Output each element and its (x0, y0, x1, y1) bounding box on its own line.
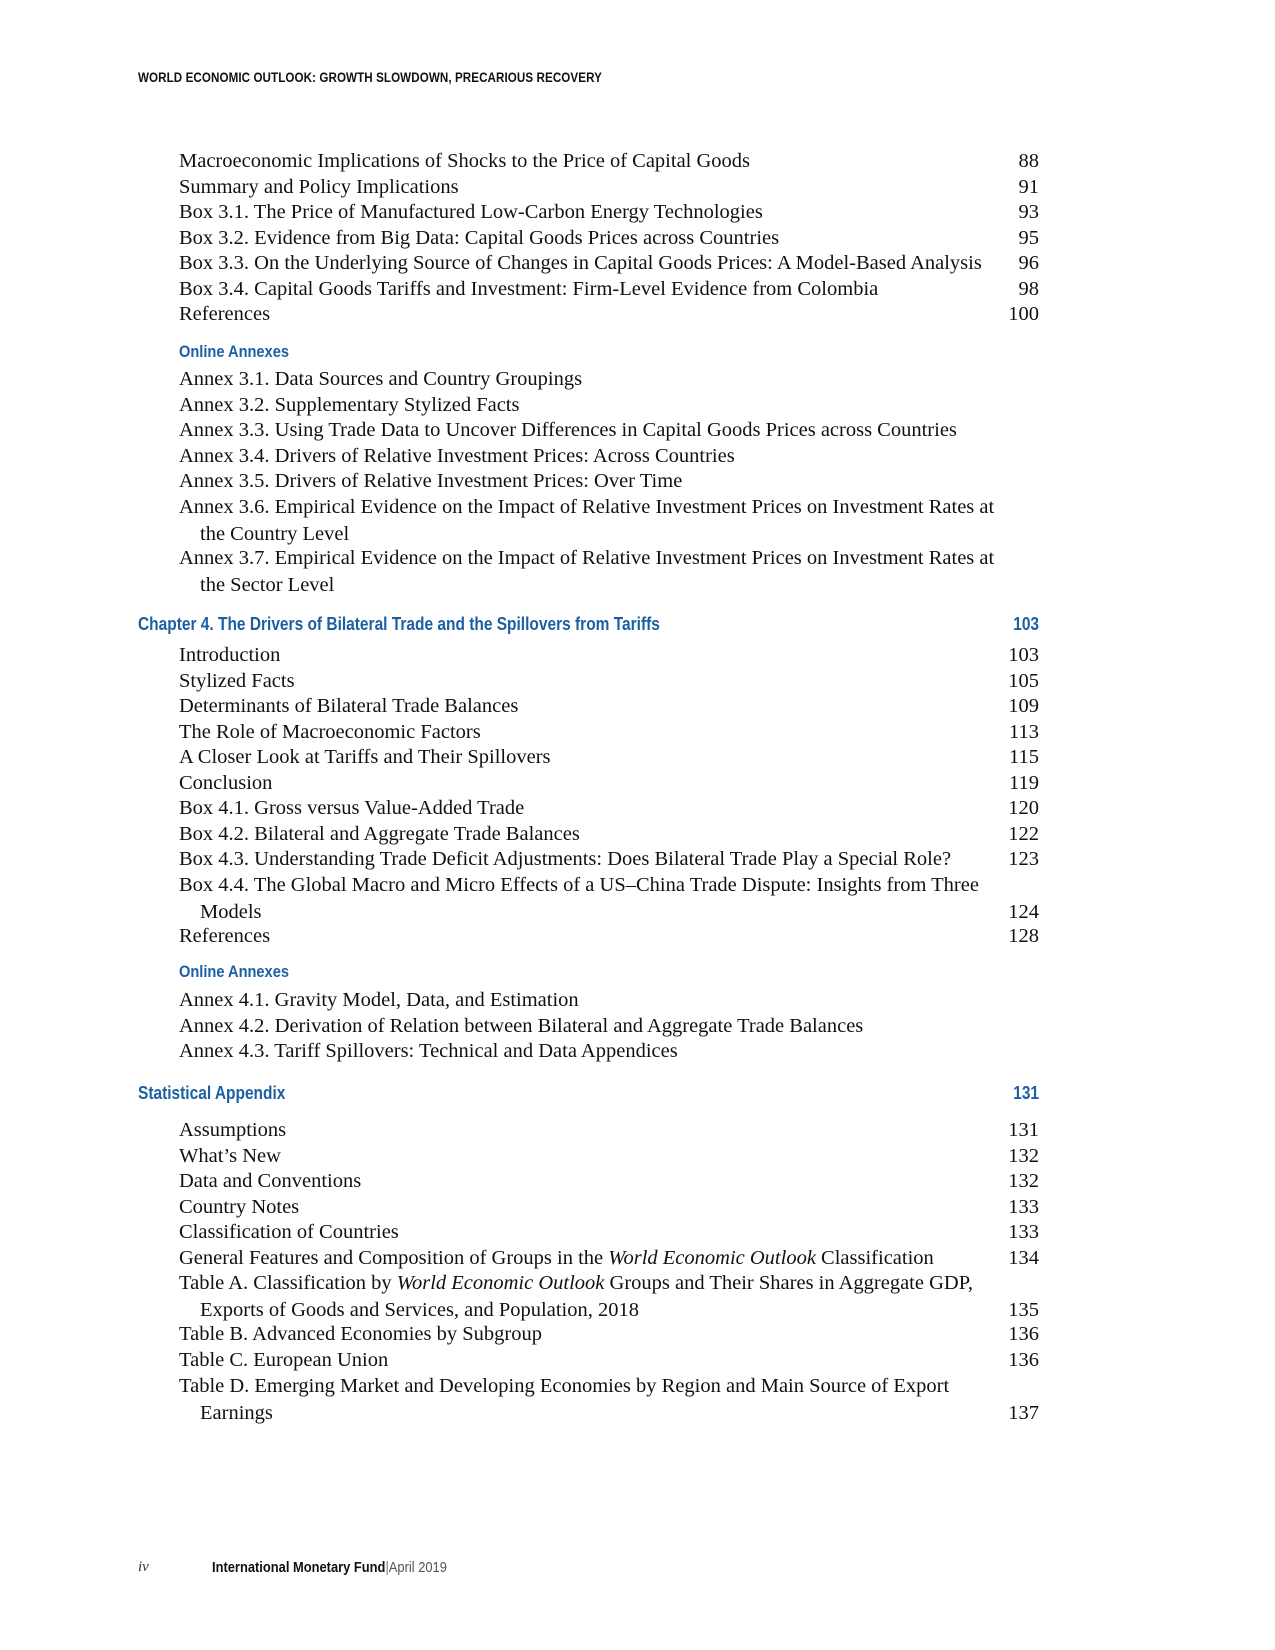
toc-entry[interactable] (179, 301, 1039, 328)
toc-entry-title: A Closer Look at Tariffs and Their Spillovers (179, 746, 551, 768)
annex-title: Annex 4.2. Derivation of Relation between Bilateral and Aggregate Trade Balances (179, 1015, 864, 1037)
toc-entry-page: 132 (1008, 1170, 1039, 1192)
toc-entry-page: 136 (1008, 1349, 1039, 1371)
toc-entry[interactable] (179, 250, 1039, 277)
toc-entry-title: Determinants of Bilateral Trade Balances (179, 695, 519, 717)
toc-entry-title: Box 4.4. The Global Macro and Micro Effects of a US–China Trade Dispute: Insights from Three Models (179, 874, 979, 923)
page-footer (138, 1559, 638, 1581)
publisher-line (212, 1559, 447, 1576)
toc-entry[interactable] (179, 846, 1039, 873)
toc-entry-page: 134 (1008, 1247, 1039, 1269)
chapter-title: Statistical Appendix (138, 1083, 286, 1103)
toc-entry[interactable] (179, 1219, 1039, 1246)
annex-entry[interactable] (179, 392, 1039, 419)
toc-entry-page: 124 (1008, 900, 1039, 923)
toc-entry[interactable] (179, 199, 1039, 226)
toc-entry-page: 120 (1008, 797, 1039, 819)
online-annexes-heading: Online Annexes (179, 342, 289, 361)
toc-entry-title: References (179, 925, 271, 947)
toc-entry-page: 128 (1008, 925, 1039, 947)
toc-entry-page: 105 (1008, 670, 1039, 692)
toc-entry[interactable] (179, 1373, 1039, 1426)
toc-entry-title: Classification of Countries (179, 1221, 399, 1243)
title-italic-part: World Economic Outlook (608, 1247, 816, 1269)
toc-entry-page: 115 (1009, 746, 1039, 768)
online-annexes-heading: Online Annexes (179, 962, 289, 981)
annex-title: Annex 3.1. Data Sources and Country Groupings (179, 368, 583, 390)
title-italic-part: World Economic Outlook (396, 1272, 605, 1294)
toc-entry-page: 95 (1018, 227, 1039, 249)
toc-entry-page: 131 (1008, 1119, 1039, 1141)
annex-title: Annex 4.3. Tariff Spillovers: Technical and Data Appendices (179, 1040, 678, 1062)
toc-entry[interactable] (179, 148, 1039, 175)
toc-entry[interactable] (179, 770, 1039, 797)
toc-entry-title: Summary and Policy Implications (179, 176, 459, 198)
toc-entry-page: 137 (1008, 1401, 1039, 1424)
annex-entry[interactable] (179, 1013, 1039, 1040)
toc-entry[interactable] (179, 668, 1039, 695)
toc-entry-title: Stylized Facts (179, 670, 295, 692)
toc-entry[interactable] (179, 693, 1039, 720)
toc-entry-page: 96 (1018, 252, 1039, 274)
toc-entry-title: Data and Conventions (179, 1170, 362, 1192)
toc-entry[interactable] (179, 1143, 1039, 1170)
toc-entry-title: Box 3.4. Capital Goods Tariffs and Investment: Firm-Level Evidence from Colombia (179, 278, 879, 300)
toc-entry[interactable] (179, 923, 1039, 950)
toc-entry[interactable] (179, 1194, 1039, 1221)
toc-entry-title: Conclusion (179, 772, 273, 794)
toc-entry-title (179, 1245, 979, 1272)
annex-title: Annex 3.4. Drivers of Relative Investment Prices: Across Countries (179, 445, 735, 467)
toc-entry-title: Box 4.2. Bilateral and Aggregate Trade Balances (179, 823, 580, 845)
publisher-name: International Monetary Fund (212, 1559, 386, 1576)
annex-entry[interactable] (179, 417, 1039, 444)
annex-entry[interactable] (179, 443, 1039, 470)
toc-entry-page: 136 (1008, 1323, 1039, 1345)
toc-entry[interactable] (179, 1245, 1039, 1272)
annex-entry[interactable] (179, 1038, 1039, 1065)
toc-entry-title: Assumptions (179, 1119, 287, 1141)
toc-entry[interactable] (179, 1168, 1039, 1195)
toc-entry-title: Table B. Advanced Economies by Subgroup (179, 1323, 542, 1345)
title-part: Classification (815, 1247, 934, 1269)
title-part: General Features and Composition of Groups in the (179, 1247, 609, 1269)
toc-entry[interactable] (179, 276, 1039, 303)
footer-separator: | (385, 1559, 389, 1576)
toc-entry-page: 98 (1018, 278, 1039, 300)
toc-entry[interactable] (179, 744, 1039, 771)
annex-title: Annex 3.3. Using Trade Data to Uncover Differences in Capital Goods Prices across Countries (179, 419, 957, 441)
toc-entry-title: Box 4.1. Gross versus Value-Added Trade (179, 797, 525, 819)
toc-entry-title: Introduction (179, 644, 281, 666)
annex-entry[interactable] (179, 494, 1039, 547)
toc-entry-page: 122 (1008, 823, 1039, 845)
toc-entry-title: Table C. European Union (179, 1349, 389, 1371)
toc-entry-title: Macroeconomic Implications of Shocks to the Price of Capital Goods (179, 150, 751, 172)
toc-entry-title: What’s New (179, 1145, 281, 1167)
toc-entry-page: 100 (1008, 303, 1039, 325)
toc-entry-page: 91 (1018, 176, 1039, 198)
toc-entry-title: References (179, 303, 271, 325)
toc-entry[interactable] (179, 821, 1039, 848)
title-part: Groups and Their Shares in Aggregate GDP, Exports of Goods and Services, and Population, 2018 (200, 1272, 973, 1321)
annex-title: Annex 3.6. Empirical Evidence on the Impact of Relative Investment Prices on Investment Rates at the Country Level (179, 496, 995, 545)
annex-entry[interactable] (179, 545, 1039, 598)
toc-entry-page: 93 (1018, 201, 1039, 223)
toc-entry[interactable] (179, 174, 1039, 201)
toc-entry[interactable] (179, 1270, 1039, 1323)
running-head: WORLD ECONOMIC OUTLOOK: GROWTH SLOWDOWN, PRECARIOUS RECOVERY (138, 70, 602, 85)
toc-entry-page: 103 (1008, 644, 1039, 666)
toc-entry[interactable] (179, 1321, 1039, 1348)
chapter-page: 103 (1013, 614, 1039, 634)
annex-title: Annex 3.2. Supplementary Stylized Facts (179, 394, 520, 416)
toc-entry-title: Country Notes (179, 1196, 300, 1218)
toc-entry[interactable] (179, 719, 1039, 746)
annex-entry[interactable] (179, 987, 1039, 1014)
page-folio: iv (138, 1559, 149, 1575)
toc-entry-page: 88 (1018, 150, 1039, 172)
toc-entry-page: 119 (1009, 772, 1039, 794)
toc-entry-title: Box 3.1. The Price of Manufactured Low-Carbon Energy Technologies (179, 201, 763, 223)
toc-entry-page: 133 (1008, 1221, 1039, 1243)
publication-date: April 2019 (388, 1559, 447, 1576)
toc-entry-page: 133 (1008, 1196, 1039, 1218)
toc-entry-title: Box 3.2. Evidence from Big Data: Capital Goods Prices across Countries (179, 227, 780, 249)
toc-entry-title: Box 3.3. On the Underlying Source of Changes in Capital Goods Prices: A Model-Based Analysis (179, 252, 982, 274)
annex-entry[interactable] (179, 468, 1039, 495)
toc-entry[interactable] (179, 225, 1039, 252)
toc-entry-page: 109 (1008, 695, 1039, 717)
chapter-heading[interactable] (138, 614, 1039, 638)
chapter-title: Chapter 4. The Drivers of Bilateral Trade and the Spillovers from Tariffs (138, 614, 660, 634)
toc-entry-title: The Role of Macroeconomic Factors (179, 721, 481, 743)
toc-entry-title: Box 4.3. Understanding Trade Deficit Adjustments: Does Bilateral Trade Play a Special Role? (179, 848, 952, 870)
title-part: Table A. Classification by (179, 1272, 397, 1294)
annex-entry[interactable] (179, 366, 1039, 393)
toc-entry-page: 135 (1008, 1298, 1039, 1321)
chapter-page: 131 (1013, 1083, 1039, 1103)
toc-entry[interactable] (179, 1347, 1039, 1374)
toc-entry[interactable] (179, 1117, 1039, 1144)
toc-entry-title: Table D. Emerging Market and Developing Economies by Region and Main Source of Export Earnings (179, 1375, 950, 1424)
toc-entry-page: 132 (1008, 1145, 1039, 1167)
toc-entry[interactable] (179, 872, 1039, 925)
annex-title: Annex 3.5. Drivers of Relative Investment Prices: Over Time (179, 470, 683, 492)
toc-entry-page: 113 (1009, 721, 1039, 743)
toc-entry-page: 123 (1008, 848, 1039, 870)
toc-entry-title (179, 1270, 1000, 1323)
toc-entry[interactable] (179, 642, 1039, 669)
annex-title: Annex 4.1. Gravity Model, Data, and Estimation (179, 989, 579, 1011)
chapter-heading[interactable] (138, 1083, 1039, 1107)
annex-title: Annex 3.7. Empirical Evidence on the Impact of Relative Investment Prices on Investment Rates at the Sector Level (179, 547, 995, 596)
toc-entry[interactable] (179, 795, 1039, 822)
